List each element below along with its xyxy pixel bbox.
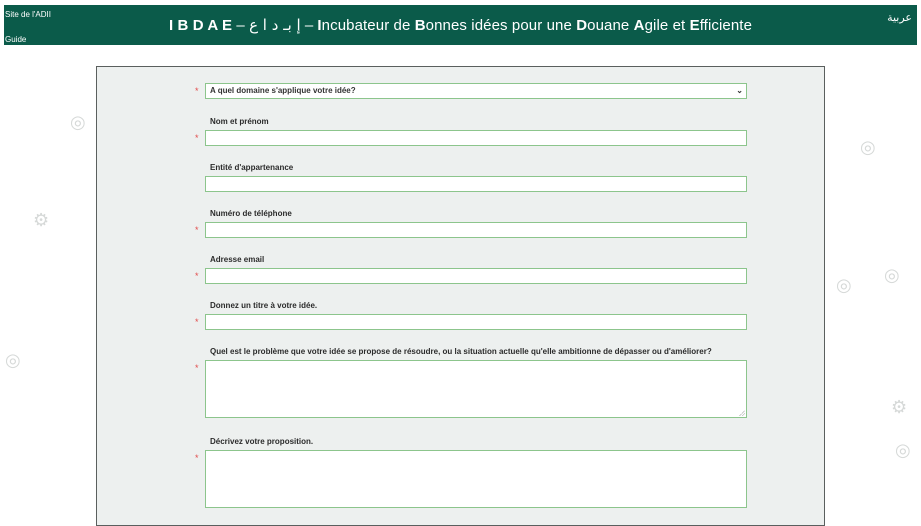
site-adii-link[interactable]: Site de l'ADII [5,10,51,19]
decorative-speech-icon: ◎ [836,275,852,296]
idea-form [96,66,825,526]
title-letter: B [414,17,426,34]
decorative-gear-icon: ⚙ [33,210,50,231]
decorative-speech-icon: ◎ [70,112,86,133]
required-asterisk: * [195,317,199,327]
email-label: Adresse email [210,255,265,264]
decorative-speech-icon: ◎ [884,265,900,286]
required-asterisk: * [195,453,199,463]
title-letter: D [576,17,588,34]
decorative-speech-icon: ◎ [860,137,876,158]
decorative-speech-icon: ◎ [5,350,21,371]
title-text: gile et [644,17,690,34]
title-text: onnes idées pour une [425,17,577,34]
title-arabic: إ بـ د ا ع [249,16,301,34]
title-text: ncubateur de [321,17,415,34]
full-name-input[interactable] [205,130,747,146]
resize-handle-icon[interactable] [739,410,745,416]
domain-select-value: A quel domaine s'applique votre idée? [210,86,356,95]
title-letter: A [633,17,645,34]
problem-label: Quel est le problème que votre idée se propose de résoudre, ou la situation actuelle qu'elle ambitionne de dépasser ou d'améliorer? [210,347,712,356]
entity-label: Entité d'appartenance [210,163,294,172]
required-asterisk: * [195,86,199,96]
required-asterisk: * [195,225,199,235]
phone-input[interactable] [205,222,747,238]
problem-textarea[interactable] [205,360,747,418]
entity-input[interactable] [205,176,747,192]
title-acronym: I B D A E [168,17,233,34]
email-input[interactable] [205,268,747,284]
title-text: fficiente [699,17,753,34]
title-separator: – [232,17,250,34]
header-bar [4,5,917,45]
domain-select[interactable] [205,83,747,99]
phone-label: Numéro de téléphone [210,209,292,218]
guide-link[interactable]: Guide [5,35,27,44]
idea-title-input[interactable] [205,314,747,330]
title-letter: E [689,17,700,34]
proposal-label: Décrivez votre proposition. [210,437,314,446]
title-separator: – [300,17,318,34]
chevron-down-icon: ⌄ [736,86,743,95]
proposal-textarea[interactable] [205,450,747,508]
idea-title-label: Donnez un titre à votre idée. [210,301,318,310]
required-asterisk: * [195,363,199,373]
title-text: ouane [587,17,634,34]
full-name-label: Nom et prénom [210,117,269,126]
arabic-language-link[interactable]: عربية [887,11,912,24]
page-title [4,16,917,34]
title-letter: I [317,17,322,34]
required-asterisk: * [195,271,199,281]
required-asterisk: * [195,133,199,143]
decorative-gear-icon: ⚙ [891,397,908,418]
decorative-speech-icon: ◎ [895,440,911,461]
